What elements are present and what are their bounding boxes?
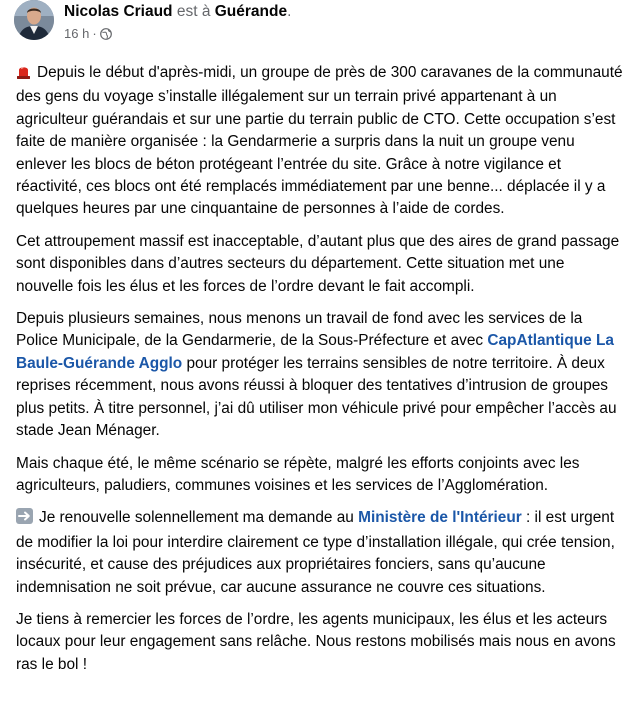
rotating-light-icon	[16, 64, 31, 86]
paragraph-5	[16, 507, 624, 599]
paragraph-3-text-b: pour protéger les terrains sensibles de notre territoire. À deux reprises récemment, nous avons réussi à bloquer des tentatives d’intrusion de groupes plus petits. À titre personnel, j’ai dû utiliser mon véhicule privé pour empêcher l’accès au stade Jean Ménager.	[16, 354, 617, 440]
location-prefix: est à	[172, 3, 215, 20]
author-avatar[interactable]	[14, 0, 54, 40]
post-timestamp[interactable]: 16 h	[64, 26, 90, 41]
paragraph-3-text-a: Depuis plusieurs semaines, nous menons un travail de fond avec les services de la Police Municipale, de la Gendarmerie, de la Sous-Préfecture et avec	[16, 310, 583, 350]
post-meta	[64, 26, 112, 41]
author-line	[64, 3, 291, 21]
post-body	[16, 62, 624, 686]
ministere-link[interactable]: Ministère de l'Intérieur	[358, 509, 522, 527]
author-name[interactable]: Nicolas Criaud	[64, 3, 173, 20]
paragraph-2: Cet attroupement massif est inacceptable, d’autant plus que des aires de grand passage sont disponibles dans d’autres secteurs du département. Cette situation met une nouvelle fois les élus et les forces de l’ordre devant le fait accompli.	[16, 232, 620, 295]
paragraph-6: Je tiens à remercier les forces de l’ordre, les agents municipaux, les élus et les acteurs locaux pour leur engagement sans relâche. Nous restons mobilisés mais nous en avons ras le bol !	[16, 610, 616, 673]
paragraph-3	[16, 308, 624, 442]
paragraph-1	[16, 62, 624, 221]
location-suffix: .	[287, 3, 292, 20]
right-arrow-icon	[16, 508, 33, 531]
globe-icon[interactable]	[100, 28, 112, 40]
location-name[interactable]: Guérande	[214, 3, 288, 20]
post-header	[14, 0, 614, 50]
capatlantique-link[interactable]: CapAtlantique La Baule-Guérande Agglo	[16, 332, 614, 372]
paragraph-5-text-a: Je renouvelle solennellement ma demande au	[39, 509, 359, 527]
meta-separator: ·	[92, 26, 97, 41]
paragraph-4: Mais chaque été, le même scénario se répète, malgré les efforts conjoints avec les agriculteurs, paludiers, communes voisines et les services de l’Agglomération.	[16, 454, 580, 494]
paragraph-1-text: Depuis le début d'après-midi, un groupe de près de 300 caravanes de la communauté des gens du voyage s’installe illégalement sur un terrain privé appartenant à un agriculteur guérandais et sur une partie du terrain public de CTO. Cette occupation s’est faite de manière organisée : la Gendarmerie a surpris dans la nuit un groupe venu enlever les blocs de béton protégeant l’entrée du site. Grâce à notre vigilance et réactivité, ces blocs ont été remplacés immédiatement par une benne... déplacée il y a quelques heures par une cinquantaine de personnes à l’aide de cordes.	[16, 64, 623, 218]
paragraph-5-text-b: : il est urgent de modifier la loi pour interdire clairement ce type d’installation illégale, qui crée tension, insécurité, et cause des préjudices aux propriétaires fonciers, sans qu’aucune indemnisation ne soit prévue, car aucune assurance ne couvre ces situations.	[16, 509, 615, 596]
